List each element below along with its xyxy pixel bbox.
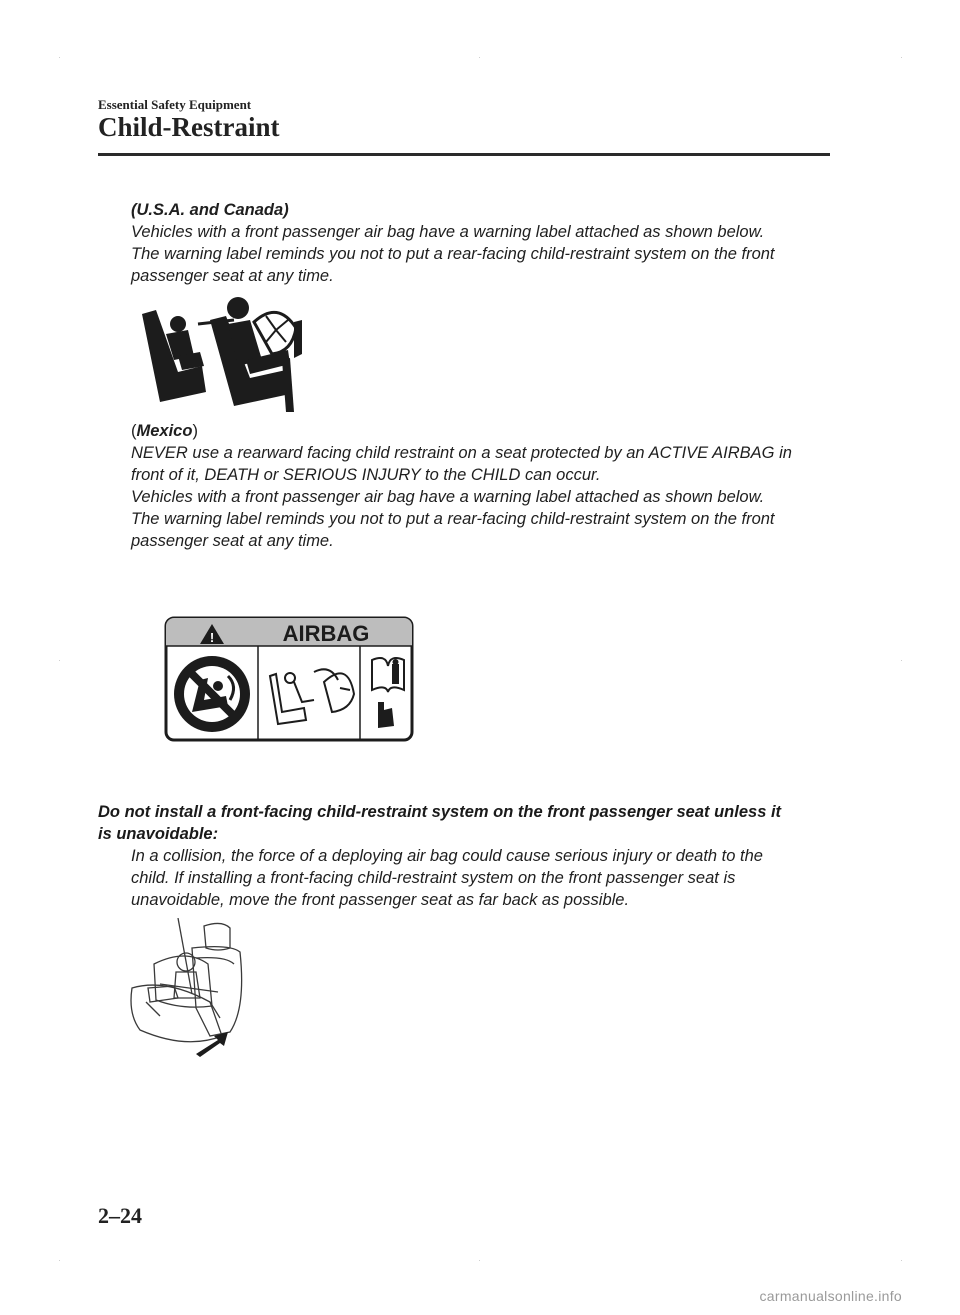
no-rear-facing-seat-icon bbox=[174, 656, 250, 732]
usa-canada-line: passenger seat at any time. bbox=[131, 267, 334, 285]
rear-facing-seat-warning-illustration bbox=[138, 294, 304, 414]
front-facing-line: In a collision, the force of a deploying air bag could cause serious injury or death to the bbox=[131, 847, 763, 865]
mexico-line: front of it, DEATH or SERIOUS INJURY to the CHILD can occur. bbox=[131, 466, 601, 484]
mexico-heading: Mexico bbox=[136, 422, 193, 440]
front-facing-warning bbox=[98, 801, 833, 845]
mexico-line: NEVER use a rearward facing child restraint on a seat protected by an ACTIVE AIRBAG in bbox=[131, 444, 792, 462]
mexico-paren-open: ( bbox=[131, 422, 137, 440]
usa-canada-section bbox=[131, 199, 831, 287]
front-facing-seat-back-illustration bbox=[126, 918, 248, 1058]
mexico-paren-close: ) bbox=[192, 422, 198, 440]
front-facing-warning-line: is unavoidable: bbox=[98, 825, 219, 843]
usa-canada-line: Vehicles with a front passenger air bag have a warning label attached as shown below. bbox=[131, 223, 765, 241]
mexico-section bbox=[131, 420, 831, 552]
front-facing-line: child. If installing a front-facing child-restraint system on the front passenger seat is bbox=[131, 869, 736, 887]
mexico-heading-line bbox=[131, 420, 831, 442]
front-facing-line: unavoidable, move the front passenger seat as far back as possible. bbox=[131, 891, 630, 909]
page-title: Child-Restraint bbox=[98, 112, 280, 142]
front-facing-warning-line: Do not install a front-facing child-restraint system on the front passenger seat unless it bbox=[98, 803, 782, 821]
airbag-warning-label bbox=[164, 616, 414, 742]
front-facing-body bbox=[131, 845, 831, 911]
title-rule bbox=[98, 153, 830, 156]
mexico-line: The warning label reminds you not to put a rear-facing child-restraint system on the front bbox=[131, 510, 775, 528]
airbag-label-title: AIRBAG bbox=[282, 621, 370, 646]
section-label: Essential Safety Equipment bbox=[98, 97, 252, 112]
warning-symbol: ! bbox=[209, 630, 215, 645]
footer-site-watermark: carmanualsonline.info bbox=[759, 1288, 902, 1304]
mexico-line: Vehicles with a front passenger air bag have a warning label attached as shown below. bbox=[131, 488, 765, 506]
mexico-line: passenger seat at any time. bbox=[131, 532, 334, 550]
page-number: 2–24 bbox=[98, 1203, 142, 1228]
usa-canada-heading: (U.S.A. and Canada) bbox=[131, 201, 289, 219]
usa-canada-line: The warning label reminds you not to put a rear-facing child-restraint system on the front bbox=[131, 245, 775, 263]
